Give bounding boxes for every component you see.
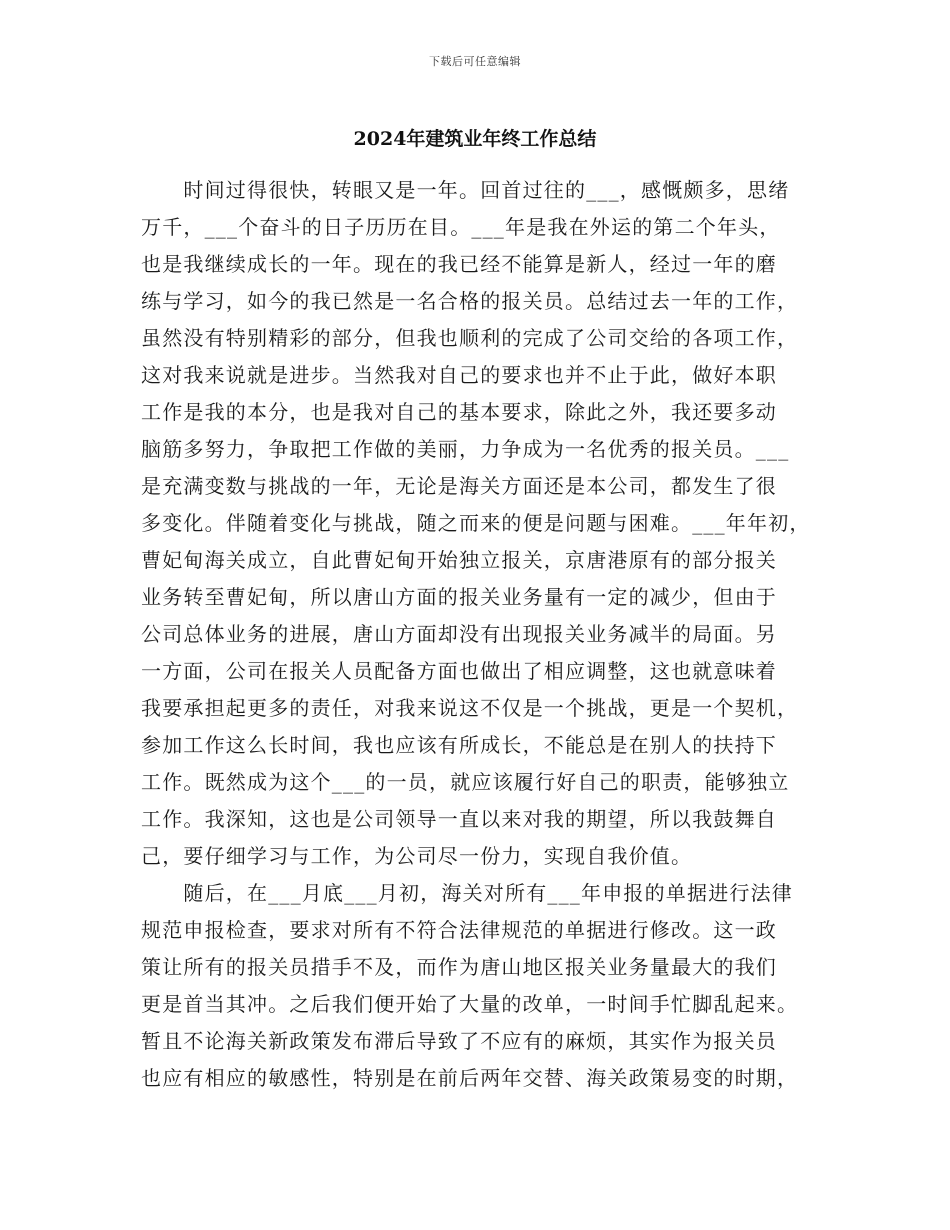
body-line: 练与学习，如今的我已然是一名合格的报关员。总结过去一年的工作， (141, 289, 799, 313)
body-line: 也是我继续成长的一年。现在的我已经不能算是新人，经过一年的磨 (141, 252, 777, 276)
body-line: 我要承担起更多的责任，对我来说这不仅是一个挑战，更是一个契机， (141, 696, 799, 720)
body-line: 也应有相应的敏感性，特别是在前后两年交替、海关政策易变的时期， (141, 1066, 799, 1090)
body-line: 暂且不论海关新政策发布滞后导致了不应有的麻烦，其实作为报关员 (141, 1029, 777, 1053)
body-line: 是充满变数与挑战的一年，无论是海关方面还是本公司，都发生了很 (141, 474, 777, 498)
body-line: 更是首当其冲。之后我们便开始了大量的改单，一时间手忙脚乱起来。 (141, 992, 799, 1016)
body-line: 工作。我深知，这也是公司领导一直以来对我的期望，所以我鼓舞自 (141, 807, 777, 831)
page-header-note: 下载后可任意编辑 (429, 55, 521, 68)
document-title: 2024年建筑业年终工作总结 (353, 128, 597, 150)
document-body (141, 172, 829, 1097)
body-line: 脑筋多努力，争取把工作做的美丽，力争成为一名优秀的报关员。___ (141, 437, 790, 461)
body-line: 曹妃甸海关成立，自此曹妃甸开始独立报关，京唐港原有的部分报关 (141, 548, 777, 572)
body-line: 虽然没有特别精彩的部分，但我也顺利的完成了公司交给的各项工作， (141, 326, 799, 350)
body-line: 时间过得很快，转眼又是一年。回首过往的___，感慨颇多，思绪 (141, 178, 790, 202)
body-line: 己，要仔细学习与工作，为公司尽一份力，实现自我价值。 (141, 844, 693, 868)
body-line: 参加工作这么长时间，我也应该有所成长，不能总是在别人的扶持下 (141, 733, 777, 757)
body-line: 万千，___个奋斗的日子历历在目。___年是我在外运的第二个年头， (141, 215, 781, 239)
body-line: 工作。既然成为这个___的一员，就应该履行好自己的职责，能够独立 (141, 770, 790, 794)
body-line: 规范申报检查，要求对所有不符合法律规范的单据进行修改。这一政 (141, 918, 777, 942)
body-line: 业务转至曹妃甸，所以唐山方面的报关业务量有一定的减少，但由于 (141, 585, 777, 609)
body-line: 工作是我的本分，也是我对自己的基本要求，除此之外，我还要多动 (141, 400, 777, 424)
body-line: 策让所有的报关员措手不及，而作为唐山地区报关业务量最大的我们 (141, 955, 777, 979)
body-line: 这对我来说就是进步。当然我对自己的要求也并不止于此，做好本职 (141, 363, 777, 387)
body-line: 公司总体业务的进展，唐山方面却没有出现报关业务减半的局面。另 (141, 622, 777, 646)
body-line: 随后，在___月底___月初，海关对所有___年申报的单据进行法律 (141, 881, 793, 905)
body-line: 多变化。伴随着变化与挑战，随之而来的便是问题与困难。___年年初， (141, 511, 811, 535)
body-line: 一方面，公司在报关人员配备方面也做出了相应调整，这也就意味着 (141, 659, 777, 683)
